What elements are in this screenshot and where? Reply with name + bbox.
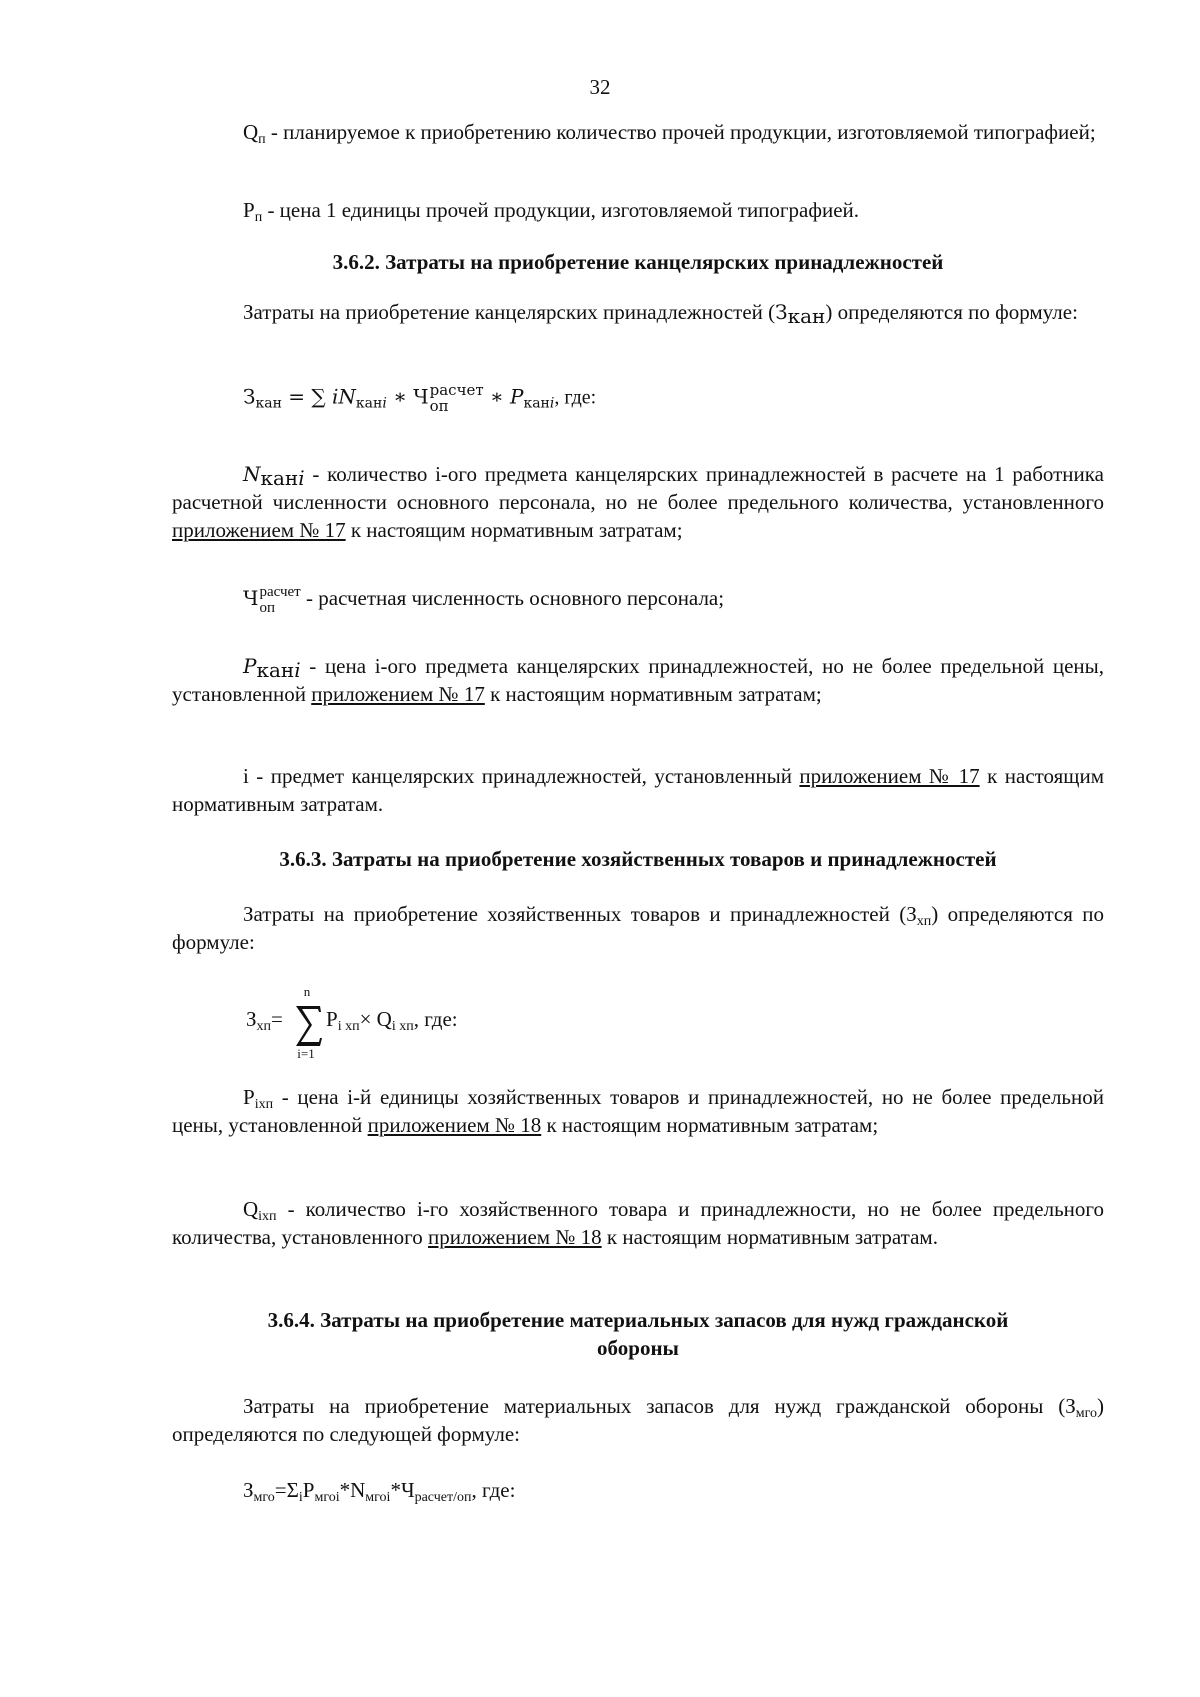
q-khp-symbol: Q bbox=[243, 1197, 259, 1221]
p-khp-definition bbox=[172, 1083, 1104, 1139]
formula-khp-lhs-sub: хп bbox=[256, 1019, 272, 1034]
formula-kan-times2: ∗ bbox=[483, 384, 510, 409]
formula-kan-n: N bbox=[338, 384, 356, 409]
formula-mgo-lhs-sub: мго bbox=[253, 1490, 275, 1505]
formula-khp-q: Q bbox=[376, 1007, 392, 1031]
formula-kan-p-sub-text: кан bbox=[523, 395, 550, 412]
formula-kan-i: i bbox=[332, 384, 339, 409]
formula-kan-lhs-sub: кан bbox=[255, 395, 282, 412]
page-number: 32 bbox=[589, 75, 611, 99]
formula-kan-n-sub bbox=[356, 396, 387, 412]
q-khp-definition-text-b: к настоящим нормативным затратам. bbox=[601, 1225, 938, 1249]
formula-mgo-ch-sub: расчет/оп bbox=[414, 1490, 472, 1505]
n-kan-definition-text-a: - количество i-ого предмета канцелярских принадлежностей в расчете на 1 работника расчетной численности основного персонала, но не более предельного количества, установленного bbox=[172, 462, 1104, 514]
formula-kan-times: ∗ bbox=[386, 384, 414, 409]
ch-op-definition bbox=[172, 584, 1104, 616]
n-kan-symbol-sub-text: кан bbox=[260, 466, 299, 490]
qp-definition-text: - планируемое к приобретению количество прочей продукции, изготовляемой типографией; bbox=[265, 120, 1096, 144]
formula-kan-n-sub-text: кан bbox=[355, 395, 383, 412]
qp-symbol: Q bbox=[243, 120, 259, 144]
section-363-intro-sub: хп bbox=[916, 914, 932, 929]
formula-khp-lhs: З bbox=[246, 1007, 257, 1031]
ch-op-sub: оп bbox=[259, 600, 275, 617]
formula-khp-lhs-group bbox=[246, 1005, 283, 1033]
formula-khp-rhs bbox=[326, 1005, 458, 1033]
formula-khp-p: P bbox=[326, 1007, 338, 1031]
ch-op-sup: расчет bbox=[259, 584, 301, 601]
pp-definition-text: - цена 1 единицы прочей продукции, изготовляемой типографией. bbox=[262, 198, 860, 222]
ch-op-scripts bbox=[259, 584, 300, 616]
n-kan-definition bbox=[172, 460, 1104, 544]
formula-kan-p-sub-i: i bbox=[549, 395, 555, 412]
p-kan-symbol-sub-i: i bbox=[294, 658, 301, 682]
formula-mgo-n: N bbox=[350, 1478, 366, 1502]
n-kan-symbol-sub bbox=[261, 466, 305, 490]
formula-kan-ch-sub: оп bbox=[429, 397, 449, 415]
formula-mgo-eq-sub: i bbox=[298, 1490, 303, 1505]
q-khp-symbol-sub: iхп bbox=[258, 1209, 277, 1224]
formula-khp-eq: = bbox=[271, 1007, 283, 1031]
ch-op-definition-text: - расчетная численность основного персонала; bbox=[300, 586, 725, 610]
formula-kan-n-sub-i: i bbox=[382, 395, 387, 412]
section-364-intro-a: Затраты на приобретение материальных запасов для нужд гражданской обороны (З bbox=[243, 1394, 1076, 1418]
appendix-17-link-3[interactable]: приложением № 17 bbox=[799, 764, 980, 788]
section-362-intro-a: Затраты на приобретение канцелярских принадлежностей ( bbox=[243, 300, 776, 324]
qp-symbol-sub: п bbox=[258, 132, 266, 147]
formula-mgo-lhs: З bbox=[243, 1478, 254, 1502]
section-363-intro bbox=[172, 900, 1104, 956]
formula-kan-ch: Ч bbox=[413, 384, 429, 409]
qp-definition bbox=[172, 118, 1104, 146]
q-khp-definition bbox=[172, 1195, 1104, 1251]
p-kan-definition-text-b: к настоящим нормативным затратам; bbox=[484, 682, 822, 706]
p-khp-definition-text-a: - цена i-й единицы хозяйственных товаров и принадлежностей, но не более предельной цены, установленной bbox=[172, 1085, 1104, 1137]
i-definition-text-a: i - предмет канцелярских принадлежностей, установленный bbox=[243, 764, 800, 788]
section-364-intro-sub: мго bbox=[1075, 1406, 1097, 1421]
section-362-intro-symbol: З bbox=[775, 300, 788, 324]
section-364-intro-b: ) определяются по следующей формуле: bbox=[172, 1394, 1104, 1446]
formula-kan-ch-sup: расчет bbox=[429, 381, 484, 399]
p-khp-symbol: P bbox=[243, 1085, 255, 1109]
formula-kan-lhs: З bbox=[243, 384, 256, 409]
formula-mgo-star1: * bbox=[339, 1478, 351, 1502]
i-definition-text-b: к настоящим нормативным затратам. bbox=[172, 764, 1104, 816]
n-kan-symbol-sub-i: i bbox=[298, 466, 305, 490]
summation-upper: n bbox=[303, 984, 311, 999]
section-362-intro-b: ) определяются по формуле: bbox=[825, 300, 1078, 324]
formula-mgo-p-sub: мгоi bbox=[314, 1490, 340, 1505]
section-364-intro bbox=[172, 1392, 1104, 1448]
section-364-heading-line1: 3.6.4. Затраты на приобретение материальных запасов для нужд гражданской bbox=[267, 1308, 1009, 1332]
i-definition bbox=[172, 762, 1104, 818]
appendix-17-link-2[interactable]: приложением № 17 bbox=[311, 682, 485, 706]
appendix-18-link-1[interactable]: приложением № 18 bbox=[367, 1113, 542, 1137]
formula-kan-p-sub bbox=[523, 396, 554, 412]
section-363-intro-b: ) определяются по формуле: bbox=[172, 902, 1104, 954]
pp-symbol-sub: п bbox=[254, 210, 263, 225]
p-kan-symbol-sub-text: кан bbox=[256, 658, 295, 682]
formula-khp-q-sub: i хп bbox=[391, 1019, 414, 1034]
section-362-intro-sub: кан bbox=[787, 304, 826, 328]
section-364-heading-line2: обороны bbox=[597, 1336, 679, 1360]
formula-kan bbox=[243, 382, 596, 414]
formula-mgo-n-sub: мгоi bbox=[365, 1490, 391, 1505]
ch-op-symbol: Ч bbox=[243, 586, 259, 610]
p-khp-definition-text-b: к настоящим нормативным затратам; bbox=[541, 1113, 879, 1137]
formula-mgo-star2: *Ч bbox=[390, 1478, 415, 1502]
appendix-17-link-1[interactable]: приложением № 17 bbox=[172, 518, 346, 542]
section-362-intro bbox=[172, 298, 1104, 326]
p-kan-symbol: P bbox=[243, 654, 257, 678]
p-kan-symbol-sub bbox=[256, 658, 300, 682]
appendix-18-link-2[interactable]: приложением № 18 bbox=[428, 1225, 602, 1249]
summation-lower: i=1 bbox=[297, 1046, 315, 1061]
formula-kan-ch-scripts bbox=[430, 382, 484, 414]
formula-kan-p: P bbox=[509, 384, 524, 409]
pp-symbol: P bbox=[243, 198, 255, 222]
n-kan-symbol: N bbox=[243, 462, 261, 486]
formula-khp-suffix: , где: bbox=[413, 1007, 458, 1031]
p-khp-symbol-sub: iхп bbox=[254, 1097, 274, 1112]
formula-mgo-p: P bbox=[302, 1478, 315, 1502]
q-khp-definition-text-a: - количество i-го хозяйственного товара и принадлежности, но не более предельного количества, установленного bbox=[172, 1197, 1104, 1249]
n-kan-definition-text-b: к настоящим нормативным затратам; bbox=[345, 518, 683, 542]
section-363-heading: 3.6.3. Затраты на приобретение хозяйственных товаров и принадлежностей bbox=[279, 847, 997, 871]
formula-mgo-eq: =Σ bbox=[274, 1478, 299, 1502]
formula-mgo-suffix: , где: bbox=[471, 1478, 516, 1502]
formula-mgo bbox=[243, 1476, 515, 1504]
p-kan-definition bbox=[172, 652, 1104, 708]
formula-kan-suffix: , где: bbox=[554, 386, 597, 409]
section-363-intro-a: Затраты на приобретение хозяйственных товаров и принадлежностей (З bbox=[243, 902, 917, 926]
section-364-heading bbox=[172, 1306, 1104, 1362]
formula-kan-eq: = ∑ bbox=[281, 384, 333, 409]
formula-khp-p-sub: i хп bbox=[337, 1019, 360, 1034]
pp-definition bbox=[172, 196, 1104, 224]
formula-khp-times: × bbox=[359, 1007, 377, 1031]
p-kan-definition-text-a: - цена i-ого предмета канцелярских принадлежностей, но не более предельной цены, установленной bbox=[172, 654, 1104, 706]
section-362-heading: 3.6.2. Затраты на приобретение канцелярских принадлежностей bbox=[332, 250, 944, 274]
